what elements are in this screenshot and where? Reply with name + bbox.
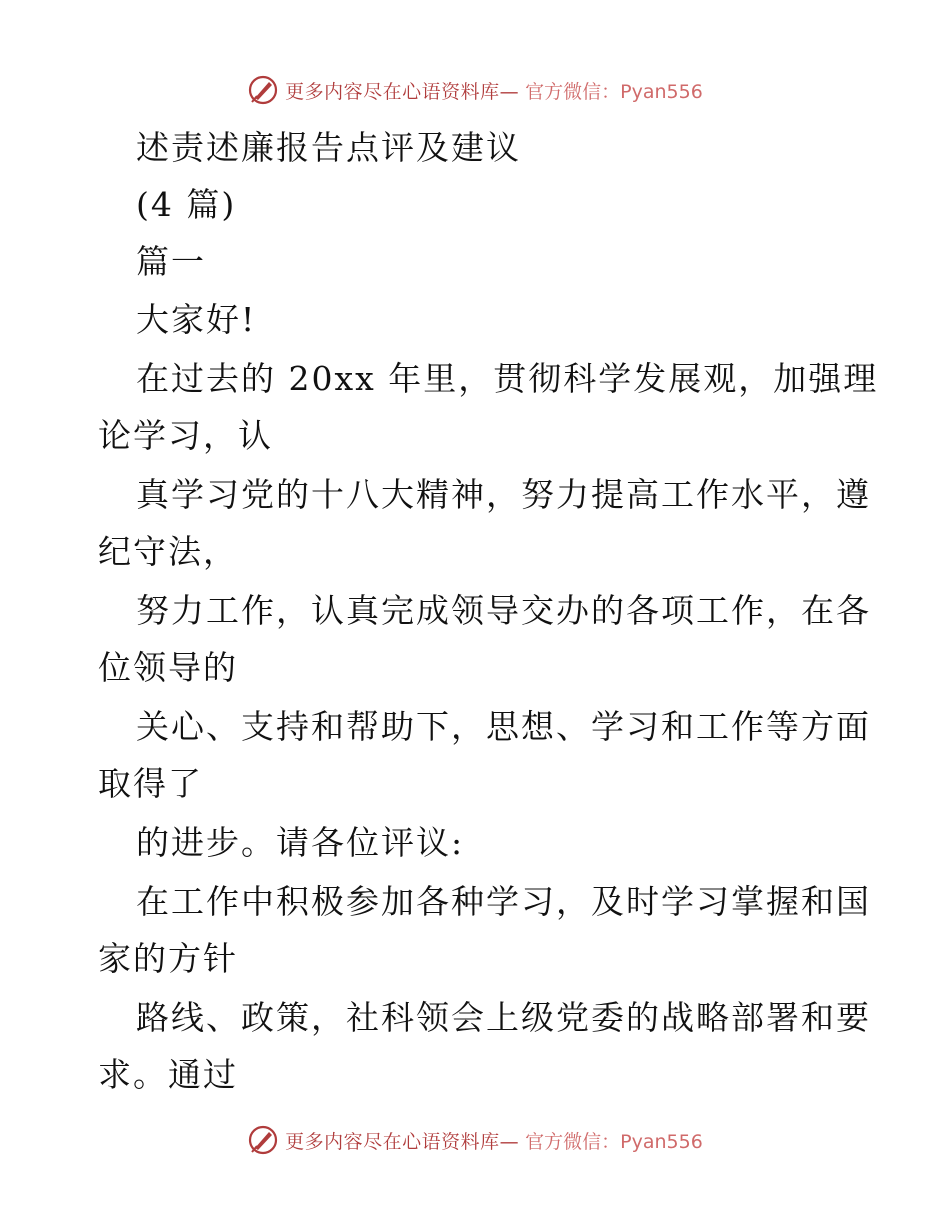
paragraph-line: 的进步。请各位评议: [136, 823, 465, 862]
paragraph-line: 求。通过 [98, 1055, 238, 1094]
paragraph-line: 取得了 [98, 764, 203, 803]
paragraph-line: 路线、政策，社科领会上级党委的战略部署和要 [136, 998, 871, 1037]
banner-text: 更多内容尽在心语资料库— [285, 80, 520, 103]
paragraph-line: 纪守法， [98, 532, 238, 571]
paragraph-line: 关心、支持和帮助下，思想、学习和工作等方面 [136, 707, 871, 746]
paragraph-line: 家的方针 [98, 939, 238, 978]
banner-wechat: 官方微信：Pyan556 [525, 80, 703, 103]
header-banner [0, 70, 950, 110]
quill-logo-icon [247, 74, 279, 106]
footer-banner [0, 1120, 950, 1160]
greeting: 大家好! [136, 300, 257, 339]
paragraph-line: 在工作中积极参加各种学习，及时学习掌握和国 [136, 882, 871, 921]
paragraph-line: 在过去的 20xx 年里，贯彻科学发展观，加强理 [136, 359, 879, 398]
paragraph-line: 真学习党的十八大精神，努力提高工作水平，遵 [136, 475, 871, 514]
paragraph-line: 位领导的 [98, 648, 238, 687]
document-count: (4 篇) [136, 185, 237, 224]
banner-text: 更多内容尽在心语资料库— [285, 1130, 520, 1153]
paragraph-line: 努力工作，认真完成领导交办的各项工作，在各 [136, 591, 871, 630]
quill-logo-icon [247, 1124, 279, 1156]
banner-wechat: 官方微信：Pyan556 [525, 1130, 703, 1153]
document-title: 述责述廉报告点评及建议 [136, 128, 521, 167]
paragraph-line: 论学习，认 [98, 416, 273, 455]
section-heading: 篇一 [136, 242, 206, 281]
